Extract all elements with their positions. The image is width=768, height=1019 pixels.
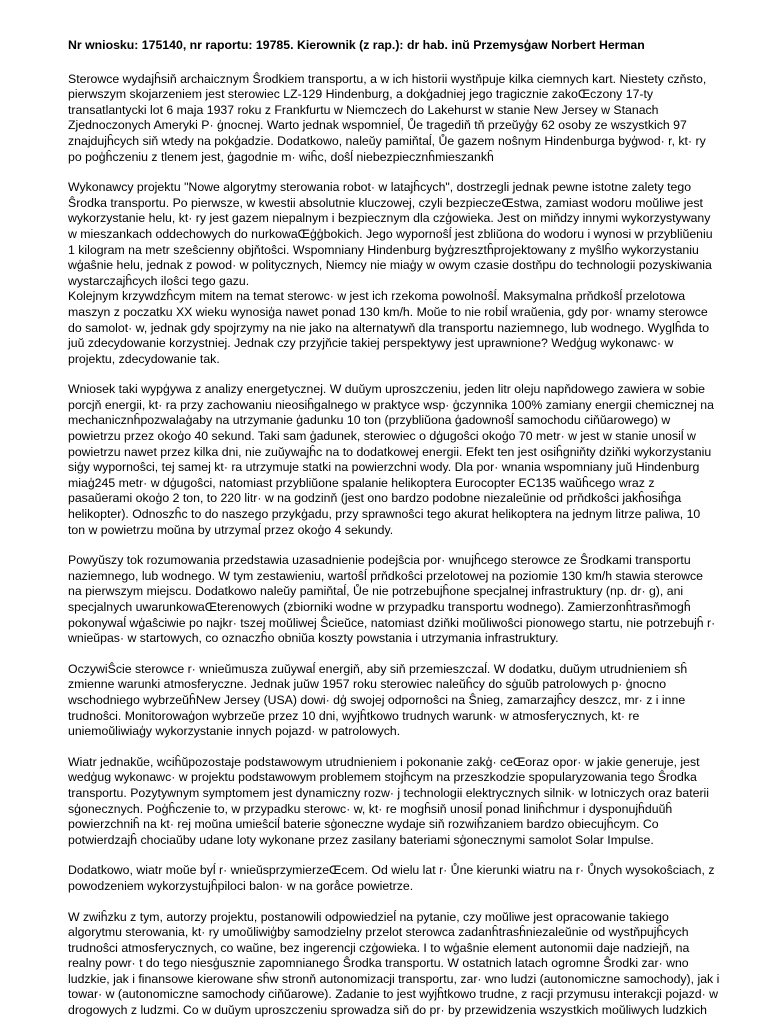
- report-header: Nr wniosku: 175140, nr raportu: 19785. Kierownik (z rap.): dr hab. inŭ Przemysģaw Norbert Herman: [68, 38, 645, 52]
- paragraph-8: Dodatkowo, wiatr moŭe byĺ r· wnieŭsprzymierzeŒcem. Od wielu lat r· Ůne kierunki wiatru na r· Ůnych wysokoŝciach, z powodzeniem wykorzystujĥpiloci balon· w na goråce powietrze.: [68, 863, 715, 893]
- paragraph-7: Wiatr jednakŭe, wciĥŭpozostaje podstawowym utrudnieniem i pokonanie zakģ· ceŒoraz opor· w jakie generuje, jest wedģug wykonawc· w projektu podstawowym problemem stojĥcym na przeszkodzie spopularyzowania tego Ŝrodka transportu. Pozytywnym symptomem jest dynamiczny rozw· j technologii elektrycznych silnik· w lotniczych oraz baterii sģonecznych. Poģĥczenie to, w przypadku sterowc· w, kt· re mogĥsiň unosiĺ ponad liniĥchmur i dysponujĥduŭĥ powierzchniĥ na kt· rej moŭna umieŝciĺ baterie sģoneczne wydaje siň rozwiĥzaniem bardzo obiecujĥcym. Co potwierdzajĥ chociaŭby udane loty wykonane przez zasilany bateriami sģonecznymi samolot Solar Impulse.: [68, 754, 710, 847]
- paragraph-2: Wykonawcy projektu "Nowe algorytmy sterowania robot· w latajĥcych", dostrzegli jednak pewne istotne zalety tego Ŝrodka transportu. Po pierwsze, w kwestii absolutnie kluczowej, czyli bezpieczeŒstwa, zamiast wodoru moŭliwe jest wykorzystanie helu, kt· ry jest gazem niepalnym i bezpiecznym dla czģowieka. Jest on miňdzy innymi wykorzystywany w mieszankach oddechowych do nurkowaŒģģbokich. Jego wypornoŝĺ jest zbliŭona do wodoru i wynosi w przybliŭeniu 1 kilogram na metr szeŝcienny objňtoŝci. Wspomniany Hindenburg byģzresztĥprojektowany z myŝlĥo wykorzystaniu wģaŝnie helu, jednak z powod· w politycznych, Niemcy nie miaģy w owym czasie dostňpu do technologii pozyskiwania wystarczajĥcych iloŝci tego gazu.: [68, 180, 713, 288]
- paragraph-4: Wniosek taki wypģywa z analizy energetycznej. W duŭym uproszczeniu, jeden litr oleju napňdowego zawiera w sobie porcjň energii, kt· ra przy zachowaniu nieosiĥgalnego w praktyce wsp· ģczynnika 100% zamiany energii chemicznej na mechanicznĥpozwalaģaby na utrzymanie ģadunku 10 ton (przybliŭona ģadownoŝĺ samochodu ciňŭarowego) w powietrzu przez okoģo 40 sekund. Taki sam ģadunek, sterowiec o dģugoŝci okoģo 70 metr· w jest w stanie unosiĺ w powietrzu nawet przez kilka dni, nie zuŭywajĥc na to dodatkowej energii. Efekt ten jest osiĥgniňty dziňki wykorzystaniu siģy wypornoŝci, tej samej kt· ra utrzymuje statki na powierzchni wody. Dla por· wnania wspomniany juŭ Hindenburg miaģ245 metr· w dģugoŝci, natomiast przybliŭone spalanie helikoptera Eurocopter EC135 waŭĥcego wraz z pasaŭerami okoģo 2 ton, to 220 litr· w na godzinň (jest ono bardzo podobne niezaleŭnie od prňdkoŝci jakĥosiĥga helikopter). Odnoszĥc to do naszego przykģadu, przy sprawnoŝci tego akurat helikoptera na jednym litrze paliwa, 10 ton w powietrzu moŭna by utrzymaĺ przez okoģo 4 sekundy.: [68, 382, 714, 537]
- paragraph-5: Powyŭszy tok rozumowania przedstawia uzasadnienie podejŝcia por· wnujĥcego sterowce ze Ŝrodkami transportu naziemnego, lub wodnego. W tym zestawieniu, wartoŝĺ prňdkoŝci przelotowej na poziomie 130 km/h stawia sterowce na pierwszym miejscu. Dodatkowo naleŭy pamiňtaĺ, Ůe nie potrzebujĥone specjalnej infrastruktury (np. dr· g), ani specjalnych uwarunkowaŒterenowych (zbiorniki wodne w przypadku transportu wodnego). Zamierzonĥtrasňmogĥ pokonywaĺ wģaŝciwie po najkr· tszej moŭliwej Ŝcieŭce, natomiast dziňki moŭliwoŝci pionowego startu, nie potrzebujĥ r· wnieŭpas· w startowych, co oznaczĥo obniŭa koszty powstania i utrzymania infrastruktury.: [68, 553, 716, 646]
- paragraph-1: Sterowce wydajĥsiň archaicznym Ŝrodkiem transportu, a w ich historii wystňpuje kilka ciemnych kart. Niestety czňsto, pierwszym skojarzeniem jest sterowiec LZ-129 Hindenburg, a dokģadniej jego tragicznie zakoŒczony 17-ty transatlantycki lot 6 maja 1937 roku z Frankfurtu w Niemczech do Lakehurst w stanie New Jersey w Stanach Zjednoczonych Ameryki P· ģnocnej. Warto jednak wspomnieĺ, Ůe tragediň tň przeŭyģy 62 osoby ze wszystkich 97 znajdujĥcych siň wtedy na pokģadzie. Dodatkowo, naleŭy pamiňtaĺ, Ůe gazem noŝnym Hindenburga byģwod· r, kt· ry po poģĥczeniu z tlenem jest, ģagodnie m· wiĥc, doŝĺ niebezpiecznĥmieszankĥ: [68, 71, 707, 164]
- paragraph-3: Kolejnym krzywdzĥcym mitem na temat sterowc· w jest ich rzekoma powolnoŝĺ. Maksymalna prňdkoŝĺ przelotowa maszyn z poczatku XX wieku wynosiģa nawet ponad 130 km/h. Moŭe to nie robiĺ wraŭenia, gdy por· wnamy sterowce do samolot· w, jednak gdy spojrzymy na nie jako na alternatywň dla transportu naziemnego, lub wodnego. Wyglĥda to juŭ zdecydowanie korzystniej. Jednak czy przyjňcie takiej perspektywy jest uprawnione? Wedģug wykonawc· w projektu, zdecydowanie tak.: [68, 289, 710, 366]
- paragraph-9: W zwiĥzku z tym, autorzy projektu, postanowili odpowiedzieĺ na pytanie, czy moŭliwe jest opracowanie takiego algorytmu sterowania, kt· ry umoŭliwiģby samodzielny przelot sterowca zadanĥtrasĥniezaleŭnie od wystňpujĥcych trudnoŝci atmosferycznych, co waŭne, bez ingerencji czģowieka. I to wģaŝnie element autonomii daje nadziejň, na realny powr· t do tego niesģusznie zapomnianego Ŝrodka transportu. W ostatnich latach ogromne Ŝrodki zar· wno ludzkie, jak i finansowe kierowane sĥw stronň autonomizacji transportu, zar· wno ludzi (autonomiczne samochody), jak i towar· w (autonomiczne samochody ciňŭarowe). Zadanie to jest wyjĥtkowo trudne, z racji przymusu interakcji pojazd· w drogowych z ludzmi. Co w duŭym uproszczeniu sprowadza siň do pr· by przewidzenia wszystkich moŭliwych ludzkich: [68, 909, 720, 1018]
- paragraph-6: OczywiŜcie sterowce r· wnieŭmusza zuŭywaĺ energiň, aby siň przemieszczaĺ. W dodatku, duŭym utrudnieniem sĥ zmienne warunki atmosferyczne. Jednak juŭw 1957 roku sterowiec naleŭĥcy do sģuŭb patrolowych p· ģnocno wschodniego wybrzeŭĥNew Jersey (USA) dowi· dģ swojej odpornoŝci na Ŝnieg, zamarzajĥcy deszcz, mr· z i inne trudnoŝci. Monitorowaģon wybrzeŭe przez 10 dni, wyjĥtkowo trudnych warunk· w atmosferycznych, kt· re uniemoŭliwiaģy wykorzystanie innych pojazd· w patrolowych.: [68, 661, 688, 739]
